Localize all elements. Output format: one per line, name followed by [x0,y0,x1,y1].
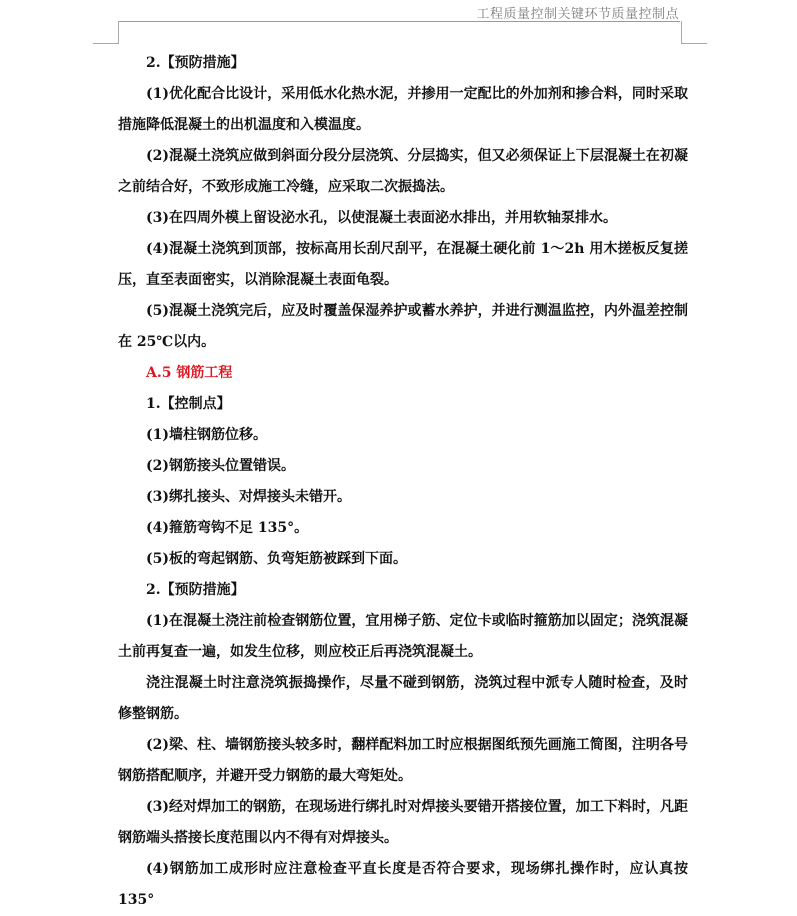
section-heading: 1.【控制点】 [146,396,231,412]
paragraph: (1)在混凝土浇注前检查钢筋位置，宜用梯子筋、定位卡或临时箍筋加以固定；浇筑混凝土前再复查一遍，如发生位移，则应校正后再浇筑混凝土。 [118,613,688,660]
header-rule [118,21,680,22]
section-heading: 2.【预防措施】 [146,582,245,598]
crop-mark-top-left [93,21,119,44]
list-item: (5)板的弯起钢筋、负弯矩筋被踩到下面。 [146,551,407,567]
paragraph: (4)混凝土浇筑到顶部，按标高用长刮尺刮平，在混凝土硬化前 1～2h 用木搓板反复搓压，直至表面密实，以消除混凝土表面龟裂。 [118,241,688,288]
crop-mark-top-right [681,21,707,44]
paragraph: (1)优化配合比设计，采用低水化热水泥，并掺用一定配比的外加剂和掺合料，同时采取措施降低混凝土的出机温度和入模温度。 [118,86,688,133]
document-body [118,48,688,916]
list-item: (3)绑扎接头、对焊接头未错开。 [146,489,351,505]
paragraph: 浇注混凝土时注意浇筑振捣操作，尽量不碰到钢筋，浇筑过程中派专人随时检查，及时修整钢筋。 [118,675,688,722]
list-item: (4)箍筋弯钩不足 135°。 [146,520,309,536]
paragraph: (4)钢筋加工成形时应注意检查平直长度是否符合要求，现场绑扎操作时，应认真按 135° [118,861,688,908]
section-heading: 2.【预防措施】 [146,55,245,71]
list-item: (1)墙柱钢筋位移。 [146,427,267,443]
paragraph: (3)经对焊加工的钢筋，在现场进行绑扎时对焊接头要错开搭接位置，加工下料时，凡距钢筋端头搭接长度范围以内不得有对焊接头。 [118,799,688,846]
paragraph: (5)混凝土浇筑完后，应及时覆盖保湿养护或蓄水养护，并进行测温监控，内外温差控制在 25℃以内。 [118,303,688,350]
paragraph: (2)混凝土浇筑应做到斜面分段分层浇筑、分层捣实，但又必须保证上下层混凝土在初凝之前结合好，不致形成施工冷缝，应采取二次振捣法。 [118,148,688,195]
page-header-title: 工程质量控制关键环节质量控制点 [476,7,679,22]
chapter-heading: A.5 钢筋工程 [146,365,233,381]
paragraph: (3)在四周外模上留设泌水孔，以使混凝土表面泌水排出，并用软轴泵排水。 [146,210,617,226]
list-item: (2)钢筋接头位置错误。 [146,458,295,474]
paragraph: (2)梁、柱、墙钢筋接头较多时，翻样配料加工时应根据图纸预先画施工简图，注明各号钢筋搭配顺序，并避开受力钢筋的最大弯矩处。 [118,737,688,784]
